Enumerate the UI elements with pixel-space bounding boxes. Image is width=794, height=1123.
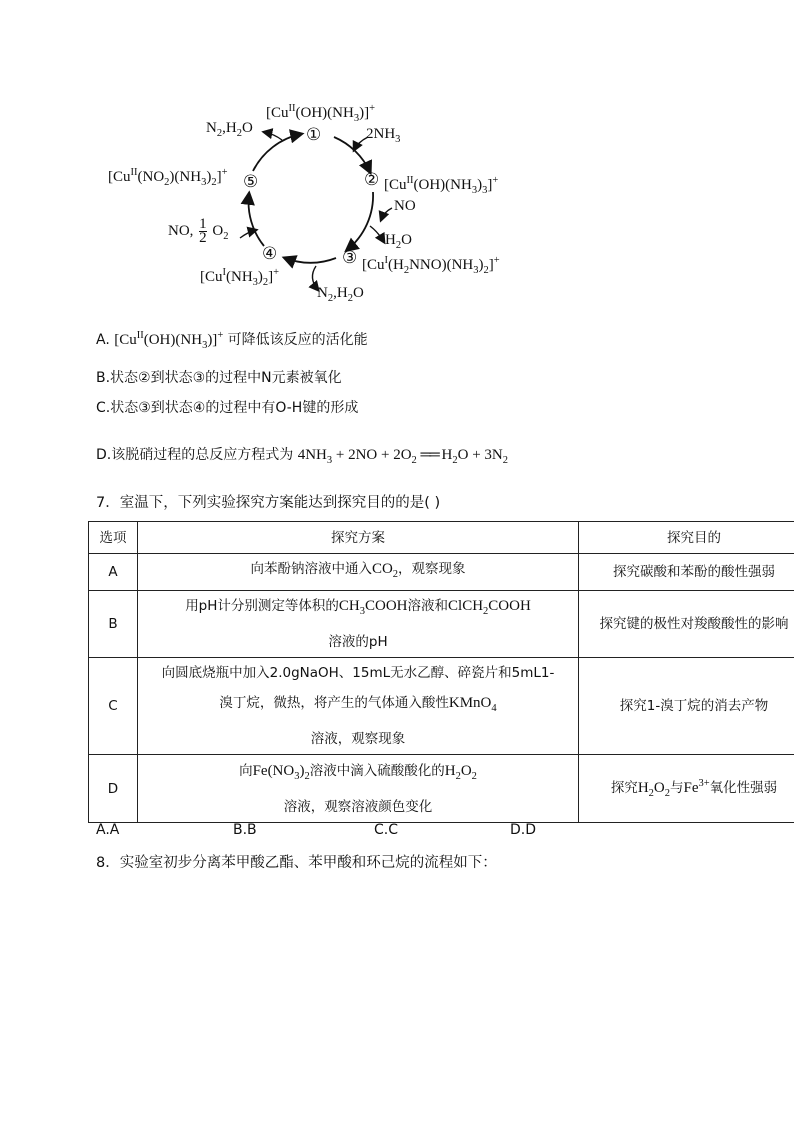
answer-b: B.B [233, 822, 257, 838]
product-h2o: $H_2O$ [385, 232, 412, 251]
answer-a: A.A [96, 822, 120, 838]
row-a-plan: 向苯酚钠溶液中通入$CO_2$，观察现象 [138, 554, 579, 591]
species-4-label: $[Cu^I(NH_3)_2]^+$ [200, 267, 280, 288]
table-row [89, 658, 794, 755]
row-b-goal: 探究键的极性对羧酸酸性的影响 [579, 591, 794, 658]
answer-d: D.D [510, 822, 537, 838]
row-b-plan: 用pH计分别测定等体积的$CH_3COOH$溶液和ClCH$_2$COOH 溶液的pH [138, 591, 579, 658]
row-a-key: A [89, 554, 138, 591]
reagent-no-half-o2: NO, $\frac{1}{2}$ $O_2$ [168, 216, 229, 246]
table-row [89, 755, 794, 823]
cycle-arc-4-5 [249, 194, 264, 246]
arrow-out-h2o [370, 226, 384, 242]
state-3-marker: ③ [342, 248, 358, 267]
row-c-key: C [89, 658, 138, 755]
table-header-row [89, 522, 794, 554]
row-d-key: D [89, 755, 138, 823]
species-1-label: $[Cu^{II}(OH)(NH_3)]^+$ [266, 103, 375, 124]
row-a-goal: 探究碳酸和苯酚的酸性强弱 [579, 554, 794, 591]
row-b-key: B [89, 591, 138, 658]
table-row [89, 591, 794, 658]
row-c-goal: 探究1-溴丁烷的消去产物 [579, 658, 794, 755]
reagent-no: NO [394, 198, 416, 214]
arrow-in-no [381, 208, 392, 220]
header-goal: 探究目的 [579, 522, 794, 554]
experiment-table [88, 521, 794, 823]
species-3-label: $[Cu^I(H_2NNO)(NH_3)_2]^+$ [362, 255, 500, 276]
question-7-stem: 7．室温下，下列实验探究方案能达到探究目的的是( ) [96, 495, 441, 511]
species-5-label: $[Cu^{II}(NO_2)(NH_3)_2]^+$ [108, 167, 228, 188]
header-option: 选项 [89, 522, 138, 554]
product-n2-h2o-bottom: $N_2,H_2O$ [317, 285, 364, 304]
row-d-goal: 探究$H_2O_2$与$Fe^{3+}$氧化性强弱 [579, 755, 794, 823]
option-c: C.状态③到状态④的过程中有O-H键的形成 [96, 400, 359, 416]
row-c-plan: 向圆底烧瓶中加入2.0gNaOH、15mL无水乙醇、碎瓷片和5mL1- 溴丁烷，微热，将产生的气体通入酸性KMnO$_4$ 溶液，观察现象 [138, 658, 579, 755]
state-4-marker: ④ [262, 244, 278, 263]
cycle-arc-2-3 [347, 192, 373, 250]
option-d: D.该脱硝过程的总反应方程式为 $4NH_3 + 2NO + 2O_2$ ══ $H_2O + 3N_2$ [96, 447, 509, 466]
option-a: A. $[Cu^{II}(OH)(NH_3)]^+$ 可降低该反应的活化能 [96, 330, 368, 351]
row-d-plan: 向$Fe(NO_3)_2$溶液中滴入硫酸酸化的$H_2O_2$ 溶液，观察溶液颜色变化 [138, 755, 579, 823]
product-n2-h2o-top: $N_2,H_2O$ [206, 120, 253, 139]
state-2-marker: ② [364, 170, 380, 189]
cycle-arc-5-1 [253, 134, 301, 171]
species-2-label: $[Cu^{II}(OH)(NH_3)_3]^+$ [384, 175, 499, 196]
reagent-2nh3: $2NH_3$ [366, 126, 401, 145]
arrow-out-n2h2o-top [264, 132, 282, 140]
state-5-marker: ⑤ [243, 172, 259, 191]
cycle-arc-1-2 [334, 137, 370, 172]
cycle-arc-3-4 [285, 258, 336, 263]
arrow-in-no-o2 [240, 230, 256, 238]
table-row [89, 554, 794, 591]
option-b: B.状态②到状态③的过程中N元素被氧化 [96, 370, 342, 386]
state-1-marker: ① [306, 125, 322, 144]
header-plan: 探究方案 [138, 522, 579, 554]
answer-c: C.C [374, 822, 399, 838]
question-8-stem: 8．实验室初步分离苯甲酸乙酯、苯甲酸和环己烷的流程如下： [96, 855, 497, 871]
